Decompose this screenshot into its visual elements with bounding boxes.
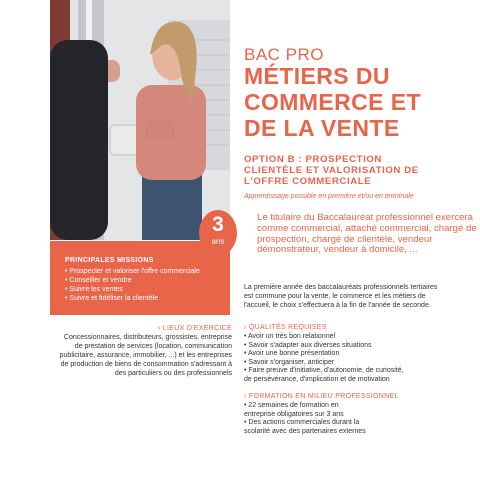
- title-line: COMMERCE ET: [244, 89, 421, 115]
- intro-text: Le titulaire du Baccalauréat professionnel exercera comme commercial, attaché commercial, chargé de prospection, chargé de clientèle, vendeur démonstrateur, vendeur à domicile, ...: [257, 212, 477, 256]
- formation-heading: › FORMATION EN MILIEU PROFESSIONNEL: [244, 393, 399, 400]
- kicker: BAC PRO: [244, 45, 325, 64]
- list-item: • Savoir s'organiser, anticiper: [244, 358, 335, 366]
- list-item: • Suivre et fidéliser la clientèle: [65, 295, 159, 302]
- duration-badge: [199, 210, 237, 256]
- common-year-paragraph: La première année des baccalauréats professionnels tertiaires est commune pour la vente, le commerce et les métiers de l'accueil, le choix s'effectuera à la fin de l'année de seconde.: [244, 284, 438, 309]
- option-line: CLIENTÈLE ET VALORISATION DE: [244, 165, 419, 176]
- qualites-heading: › QUALITÉS REQUISES: [244, 324, 327, 331]
- list-item: scolarité avec des partenaires externes: [244, 427, 366, 435]
- page-title: [244, 63, 472, 141]
- list-item: • Conseiller et vendre: [65, 277, 132, 284]
- duration-number: 3: [212, 213, 224, 236]
- title-line: MÉTIERS DU: [244, 63, 390, 89]
- option-line: L'OFFRE COMMERCIALE: [244, 176, 372, 187]
- lieux-text: Concessionnaires, distributeurs, grossistes, entreprise de prestation de services (location, communication publicitaire, assurance, immobilier, ...) et les entreprises de production de biens de consommation s'adressant à des particuliers ou des professionnels: [59, 334, 232, 377]
- formation-list: [244, 402, 444, 436]
- photo-illustration: [50, 0, 230, 240]
- list-item: • Des actions commerciales durant la: [244, 419, 360, 427]
- list-item: entreprise obligatoires sur 3 ans: [244, 410, 344, 418]
- title-line: DE LA VENTE: [244, 115, 400, 141]
- option-line: OPTION B : PROSPECTION: [244, 154, 382, 165]
- cover-photo: [50, 0, 230, 240]
- missions-heading: PRINCIPALES MISSIONS: [65, 257, 154, 264]
- list-item: • Avoir un très bon relationnel: [244, 333, 336, 340]
- list-item: • Faire preuve d'initiative, d'autonomie, de curiosité,: [244, 367, 404, 375]
- apprentissage-note: Apprentissage possible en première et/ou en terminale: [244, 193, 414, 200]
- missions-panel: [50, 241, 230, 315]
- qualites-list: [244, 333, 464, 385]
- list-item: • 22 semaines de formation en: [244, 402, 339, 409]
- option-subtitle: [244, 154, 474, 187]
- list-item: de persévérance, d'implication et de motivation: [244, 375, 390, 383]
- missions-list: [65, 267, 200, 303]
- duration-unit: ans: [211, 237, 225, 246]
- list-item: • Savoir s'adapter aux diverses situations: [244, 341, 372, 349]
- list-item: • Prospecter et valoriser l'offre commerciale: [65, 268, 200, 275]
- lieux-heading: › LIEUX D'EXERCICE: [157, 325, 232, 332]
- list-item: • Suivre les ventes: [65, 286, 123, 293]
- list-item: • Avoir une bonne présentation: [244, 350, 340, 358]
